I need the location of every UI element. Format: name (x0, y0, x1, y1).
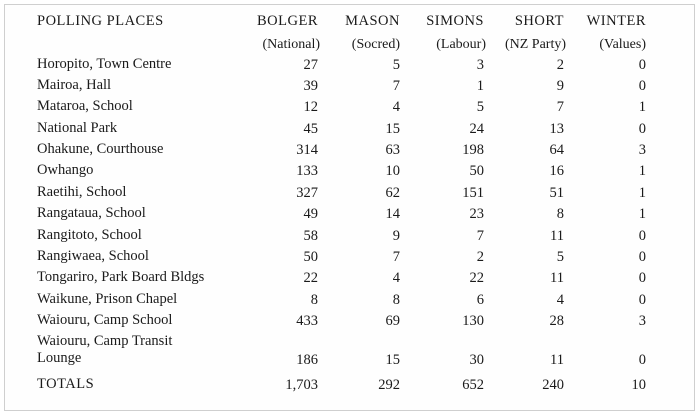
votes-simons: 23 (469, 206, 484, 222)
bolger-party: (National) (262, 37, 320, 52)
votes-bolger: 50 (303, 249, 318, 265)
simons-header: SIMONS (426, 13, 484, 29)
votes-bolger: 433 (296, 313, 318, 329)
votes-bolger: 8 (310, 292, 318, 308)
votes-short: 28 (549, 313, 564, 329)
votes-simons: 7 (476, 228, 484, 244)
totals-bolger: 1,703 (285, 377, 318, 393)
totals-winter: 10 (631, 377, 646, 393)
votes-mason: 4 (392, 270, 400, 286)
votes-simons: 50 (469, 163, 484, 179)
polling-place-name: Ohakune, Courthouse (37, 141, 164, 157)
polling-place-name: Waiouru, Camp Transit (37, 333, 173, 349)
polling-place-name-line2: Lounge (37, 350, 82, 366)
votes-winter: 1 (638, 163, 646, 179)
votes-short: 9 (556, 78, 564, 94)
votes-simons: 6 (476, 292, 484, 308)
votes-winter: 0 (638, 352, 646, 368)
votes-simons: 130 (462, 313, 484, 329)
polling-place-name: Rangiwaea, School (37, 248, 149, 264)
votes-bolger: 45 (303, 121, 318, 137)
polling-place-name: Owhango (37, 162, 94, 178)
short-header: SHORT (514, 13, 564, 29)
votes-bolger: 39 (303, 78, 318, 94)
votes-mason: 15 (385, 352, 400, 368)
polling-places-header: POLLING PLACES (37, 13, 164, 29)
polling-place-name: National Park (37, 120, 118, 136)
polling-place-name: Rangataua, School (37, 205, 146, 221)
votes-simons: 5 (476, 99, 484, 115)
votes-simons: 30 (469, 352, 484, 368)
polling-place-name: Tongariro, Park Board Bldgs (37, 269, 205, 285)
votes-bolger: 314 (296, 142, 318, 158)
polling-place-name: Horopito, Town Centre (37, 56, 172, 72)
votes-simons: 24 (469, 121, 484, 137)
votes-mason: 69 (385, 313, 400, 329)
votes-winter: 0 (638, 270, 646, 286)
votes-winter: 0 (638, 121, 646, 137)
votes-bolger: 22 (303, 270, 318, 286)
votes-mason: 63 (385, 142, 400, 158)
winter-header: WINTER (586, 13, 646, 29)
votes-winter: 0 (638, 228, 646, 244)
votes-bolger: 133 (296, 163, 318, 179)
votes-winter: 1 (638, 185, 646, 201)
votes-bolger: 12 (303, 99, 318, 115)
votes-simons: 3 (476, 57, 484, 73)
winter-party: (Values) (599, 37, 646, 52)
mason-header: MASON (345, 13, 400, 29)
votes-mason: 14 (385, 206, 400, 222)
votes-short: 51 (549, 185, 564, 201)
votes-short: 4 (556, 292, 564, 308)
votes-bolger: 49 (303, 206, 318, 222)
totals-short: 240 (542, 377, 564, 393)
votes-simons: 2 (476, 249, 484, 265)
votes-winter: 0 (638, 292, 646, 308)
polling-place-name: Waikune, Prison Chapel (37, 291, 178, 307)
votes-short: 13 (549, 121, 564, 137)
votes-mason: 7 (392, 249, 400, 265)
votes-winter: 3 (638, 313, 646, 329)
totals-simons: 652 (462, 377, 484, 393)
polling-place-name: Waiouru, Camp School (37, 312, 173, 328)
votes-winter: 0 (638, 57, 646, 73)
simons-party: (Labour) (436, 37, 486, 52)
votes-bolger: 27 (303, 57, 318, 73)
votes-short: 2 (556, 57, 564, 73)
votes-short: 11 (550, 352, 564, 368)
votes-short: 5 (556, 249, 564, 265)
votes-mason: 62 (385, 185, 400, 201)
polling-place-name: Rangitoto, School (37, 227, 142, 243)
votes-simons: 151 (462, 185, 484, 201)
votes-mason: 4 (392, 99, 400, 115)
votes-simons: 1 (476, 78, 484, 94)
votes-winter: 0 (638, 78, 646, 94)
polling-place-name: Mairoa, Hall (37, 77, 112, 93)
votes-winter: 3 (638, 142, 646, 158)
votes-simons: 22 (469, 270, 484, 286)
votes-short: 11 (550, 228, 564, 244)
polling-place-name: Mataroa, School (37, 98, 133, 114)
votes-simons: 198 (462, 142, 484, 158)
votes-bolger: 186 (296, 352, 318, 368)
bolger-header: BOLGER (257, 13, 318, 29)
votes-mason: 5 (392, 57, 400, 73)
mason-party: (Socred) (351, 37, 400, 52)
votes-short: 64 (549, 142, 564, 158)
votes-winter: 0 (638, 249, 646, 265)
votes-mason: 8 (392, 292, 400, 308)
votes-mason: 15 (385, 121, 400, 137)
votes-short: 7 (556, 99, 564, 115)
votes-winter: 1 (638, 206, 646, 222)
polling-place-name: Raetihi, School (37, 184, 127, 200)
votes-bolger: 327 (296, 185, 318, 201)
votes-mason: 10 (385, 163, 400, 179)
votes-mason: 9 (392, 228, 400, 244)
votes-short: 11 (550, 270, 564, 286)
short-party: (NZ Party) (504, 37, 566, 52)
votes-bolger: 58 (303, 228, 318, 244)
votes-short: 8 (556, 206, 564, 222)
totals-label: TOTALS (37, 376, 95, 392)
votes-winter: 1 (638, 99, 646, 115)
votes-short: 16 (549, 163, 564, 179)
totals-mason: 292 (378, 377, 400, 393)
votes-mason: 7 (392, 78, 400, 94)
